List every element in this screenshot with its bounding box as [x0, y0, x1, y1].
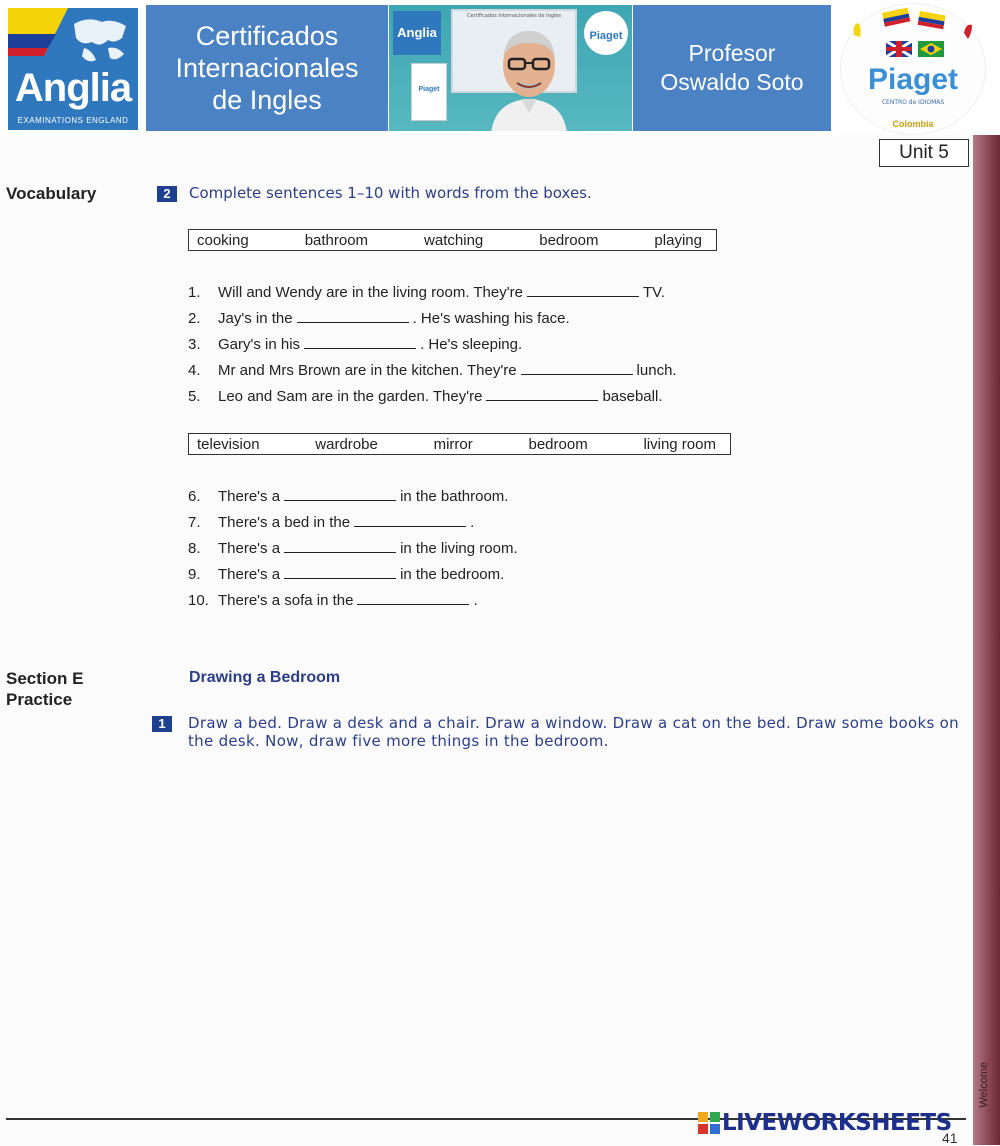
word-box-word: bedroom [539, 231, 599, 249]
sentence-text: There's a sofa in the [218, 592, 354, 609]
sentence-9 [188, 566, 504, 583]
liveworksheets-mark-icon [698, 1112, 720, 1134]
cert-line: Internacionales [175, 53, 359, 83]
answer-blank[interactable] [297, 310, 409, 323]
colombia-flag-icon [8, 8, 68, 56]
word-box-word: watching [424, 231, 484, 249]
sentence-text: There's a [218, 488, 281, 505]
sentence-10 [188, 592, 478, 609]
sentence-text: Will and Wendy are in the living room. They're [218, 284, 523, 301]
sentence-number: 3. [188, 336, 201, 353]
mini-certificate-title: Certificados Internacionales de Ingles [466, 13, 562, 19]
sentence-text: There's a bed in the [218, 514, 351, 531]
flags-icon [844, 7, 980, 63]
word-box-word: playing [654, 231, 702, 249]
teacher-photo [389, 5, 632, 131]
sentence-text: There's a [218, 566, 281, 583]
sentence-text: . [470, 514, 475, 531]
globe-map-icon [68, 14, 132, 66]
mini-piaget-logo: Piaget [584, 11, 628, 55]
sentence-3 [188, 336, 522, 353]
sentence-text: in the living room. [400, 540, 518, 557]
header-banner [0, 0, 1000, 135]
answer-blank[interactable] [304, 336, 416, 349]
answer-blank[interactable] [284, 488, 396, 501]
exercise-number-badge: 2 [157, 186, 177, 202]
certificates-panel [146, 5, 388, 131]
mini-poster-text: Piaget [418, 86, 440, 93]
sentence-text: TV. [642, 284, 665, 301]
sentence-number: 7. [188, 514, 201, 531]
sentence-text: lunch. [636, 362, 677, 379]
piaget-logo [838, 3, 988, 133]
practice-heading-line: Practice [6, 690, 73, 709]
sentence-number: 9. [188, 566, 201, 583]
sentence-text: Leo and Sam are in the garden. They're [218, 388, 483, 405]
sentence-text: . [473, 592, 478, 609]
professor-panel [633, 5, 831, 131]
sentence-text: There's a [218, 540, 281, 557]
book-page-edge [973, 135, 1000, 1145]
answer-blank[interactable] [354, 514, 466, 527]
sentence-number: 10. [188, 592, 209, 609]
sentence-text: . He's sleeping. [420, 336, 523, 353]
word-box-word: bedroom [528, 435, 588, 453]
word-box-word: television [197, 435, 260, 453]
vocabulary-heading: Vocabulary [6, 184, 97, 203]
sentence-text: . He's washing his face. [412, 310, 570, 327]
liveworksheets-logo [698, 1109, 952, 1137]
sentence-number: 2. [188, 310, 201, 327]
professor-line: Profesor [688, 40, 776, 66]
mini-poster [411, 63, 447, 121]
word-box-word: wardrobe [315, 435, 378, 453]
word-box-word: mirror [433, 435, 473, 453]
sentence-7 [188, 514, 474, 531]
sentence-5 [188, 388, 662, 405]
sentence-number: 5. [188, 388, 201, 405]
answer-blank[interactable] [284, 540, 396, 553]
mini-anglia-logo: Anglia [393, 11, 441, 55]
word-box-1 [188, 229, 717, 251]
unit-label: Unit 5 [879, 139, 969, 167]
liveworksheets-wordmark: LIVEWORKSHEETS [722, 1110, 952, 1136]
piaget-country: Colombia [892, 119, 934, 129]
answer-blank[interactable] [521, 362, 633, 375]
practice-title: Drawing a Bedroom [189, 669, 341, 686]
word-box-word: living room [643, 435, 716, 453]
piaget-subtitle: CENTRO de IDIOMAS [881, 99, 945, 106]
anglia-subtitle: EXAMINATIONS ENGLAND [17, 116, 129, 125]
sentence-text: Mr and Mrs Brown are in the kitchen. They're [218, 362, 517, 379]
sentence-number: 1. [188, 284, 201, 301]
professor-line: Oswaldo Soto [660, 69, 804, 95]
sentence-2 [188, 310, 570, 327]
answer-blank[interactable] [527, 284, 639, 297]
exercise-number-badge: 1 [152, 716, 172, 732]
answer-blank[interactable] [357, 592, 469, 605]
practice-heading [6, 668, 83, 710]
anglia-wordmark: Anglia [14, 66, 132, 110]
answer-blank[interactable] [284, 566, 396, 579]
sentence-number: 4. [188, 362, 201, 379]
practice-instructions: Draw a bed. Draw a desk and a chair. Draw a window. Draw a cat on the bed. Draw some books on the desk. Now, draw five more things in the bedroom. [188, 714, 959, 750]
word-box-2 [188, 433, 731, 455]
page-number: 41 [942, 1130, 958, 1146]
answer-blank[interactable] [486, 388, 598, 401]
cert-line: de Ingles [212, 85, 322, 115]
sentence-text: Jay's in the [218, 310, 293, 327]
sentence-text: in the bedroom. [400, 566, 505, 583]
sentence-number: 6. [188, 488, 201, 505]
sentence-8 [188, 540, 518, 557]
piaget-wordmark: Piaget [867, 63, 959, 96]
book-edge-text: Welcome [978, 1062, 990, 1108]
practice-heading-line: Section E [6, 669, 84, 688]
teacher-portrait-icon [487, 23, 571, 131]
sentence-number: 8. [188, 540, 201, 557]
sentence-text: in the bathroom. [400, 488, 509, 505]
vocabulary-instruction: Complete sentences 1–10 with words from the boxes. [189, 184, 592, 202]
sentence-4 [188, 362, 677, 379]
word-box-word: cooking [197, 231, 249, 249]
sentence-6 [188, 488, 508, 505]
anglia-logo [8, 8, 138, 130]
cert-line: Certificados [195, 21, 339, 51]
word-box-word: bathroom [304, 231, 369, 249]
sentence-text: baseball. [602, 388, 663, 405]
sentence-text: Gary's in his [218, 336, 301, 353]
sentence-1 [188, 284, 665, 301]
